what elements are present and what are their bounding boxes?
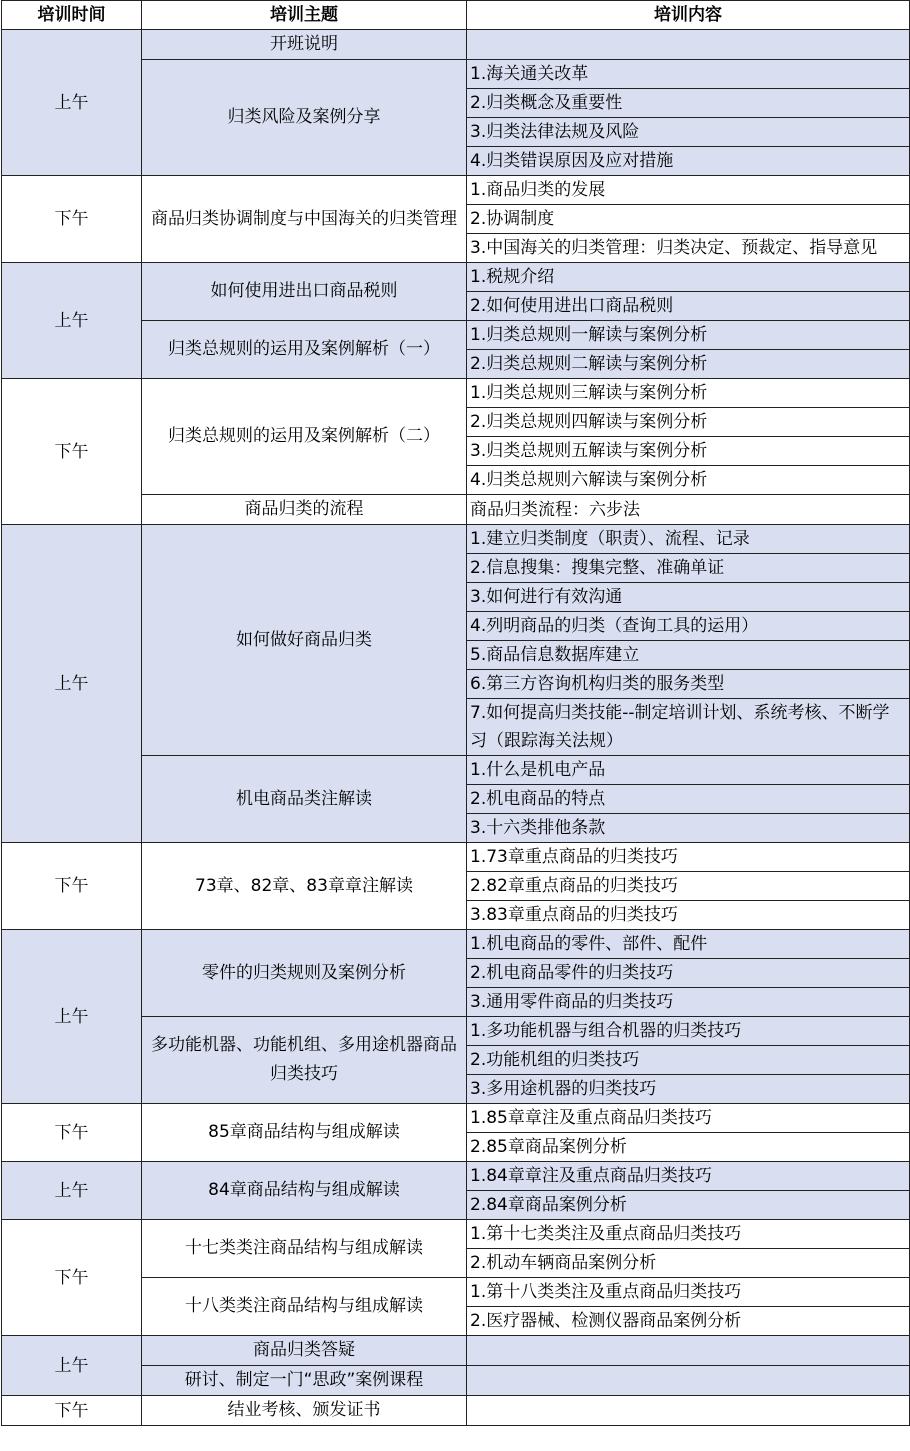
session-time-cell: 下午 — [2, 1396, 142, 1426]
topic-cell: 归类风险及案例分享 — [142, 60, 467, 176]
content-item-cell: 1.机电商品的零件、部件、配件 — [467, 930, 910, 959]
topic-cell: 结业考核、颁发证书 — [142, 1396, 467, 1426]
content-item-cell: 5.商品信息数据库建立 — [467, 641, 910, 670]
content-item-cell: 2.84章商品案例分析 — [467, 1191, 910, 1220]
topic-cell: 84章商品结构与组成解读 — [142, 1162, 467, 1220]
content-item-cell — [467, 30, 910, 60]
table-row — [2, 263, 910, 292]
topic-cell: 机电商品类注解读 — [142, 756, 467, 843]
table-row — [2, 176, 910, 205]
content-item-cell: 2.机动车辆商品案例分析 — [467, 1249, 910, 1278]
session-time-cell: 上午 — [2, 1162, 142, 1220]
content-item-cell: 2.机电商品零件的归类技巧 — [467, 959, 910, 988]
topic-cell: 73章、82章、83章章注解读 — [142, 843, 467, 930]
content-item-cell: 1.多功能机器与组合机器的归类技巧 — [467, 1017, 910, 1046]
topic-cell: 如何做好商品归类 — [142, 525, 467, 756]
content-item-cell: 3.十六类排他条款 — [467, 814, 910, 843]
content-item-cell: 4.归类错误原因及应对措施 — [467, 147, 910, 176]
content-item-cell: 4.归类总规则六解读与案例分析 — [467, 466, 910, 495]
table-row — [2, 930, 910, 959]
table-row — [2, 379, 910, 408]
content-item-cell: 1.归类总规则一解读与案例分析 — [467, 321, 910, 350]
content-item-cell: 1.73章重点商品的归类技巧 — [467, 843, 910, 872]
content-item-cell: 2.信息搜集：搜集完整、准确单证 — [467, 554, 910, 583]
content-item-cell: 2.医疗器械、检测仪器商品案例分析 — [467, 1307, 910, 1336]
content-item-cell: 3.归类法律法规及风险 — [467, 118, 910, 147]
header-time: 培训时间 — [2, 1, 142, 30]
content-item-cell: 4.列明商品的归类（查询工具的运用） — [467, 612, 910, 641]
content-item-cell: 2.如何使用进出口商品税则 — [467, 292, 910, 321]
session-time-cell: 上午 — [2, 1336, 142, 1396]
content-item-cell: 1.商品归类的发展 — [467, 176, 910, 205]
table-row — [2, 1220, 910, 1249]
session-time-cell: 下午 — [2, 1220, 142, 1336]
topic-cell: 开班说明 — [142, 30, 467, 60]
content-item-cell: 1.什么是机电产品 — [467, 756, 910, 785]
content-item-cell: 2.功能机组的归类技巧 — [467, 1046, 910, 1075]
table-row — [2, 525, 910, 554]
session-time-cell: 上午 — [2, 930, 142, 1104]
content-item-cell: 1.84章章注及重点商品归类技巧 — [467, 1162, 910, 1191]
topic-cell: 商品归类协调制度与中国海关的归类管理 — [142, 176, 467, 263]
table-row — [2, 1336, 910, 1366]
session-time-cell: 上午 — [2, 525, 142, 843]
content-item-cell: 1.85章章注及重点商品归类技巧 — [467, 1104, 910, 1133]
content-item-cell: 2.归类概念及重要性 — [467, 89, 910, 118]
content-item-cell: 1.第十八类类注及重点商品归类技巧 — [467, 1278, 910, 1307]
session-time-cell: 下午 — [2, 176, 142, 263]
session-time-cell: 上午 — [2, 30, 142, 176]
content-item-cell: 1.建立归类制度（职责）、流程、记录 — [467, 525, 910, 554]
content-item-cell: 3.归类总规则五解读与案例分析 — [467, 437, 910, 466]
content-item-cell: 2.协调制度 — [467, 205, 910, 234]
content-item-cell: 1.税规介绍 — [467, 263, 910, 292]
header-topic: 培训主题 — [142, 1, 467, 30]
content-item-cell — [467, 1336, 910, 1366]
topic-cell: 多功能机器、功能机组、多用途机器商品归类技巧 — [142, 1017, 467, 1104]
content-item-cell: 2.机电商品的特点 — [467, 785, 910, 814]
content-item-cell: 商品归类流程：六步法 — [467, 495, 910, 525]
topic-cell: 十七类类注商品结构与组成解读 — [142, 1220, 467, 1278]
content-item-cell — [467, 1366, 910, 1396]
content-item-cell: 3.83章重点商品的归类技巧 — [467, 901, 910, 930]
topic-cell: 归类总规则的运用及案例解析（二） — [142, 379, 467, 495]
content-item-cell: 2.82章重点商品的归类技巧 — [467, 872, 910, 901]
topic-cell: 85章商品结构与组成解读 — [142, 1104, 467, 1162]
session-time-cell: 上午 — [2, 263, 142, 379]
schedule-body — [2, 30, 910, 1426]
topic-cell: 如何使用进出口商品税则 — [142, 263, 467, 321]
topic-cell: 十八类类注商品结构与组成解读 — [142, 1278, 467, 1336]
session-time-cell: 下午 — [2, 1104, 142, 1162]
content-item-cell: 7.如何提高归类技能--制定培训计划、系统考核、不断学习（跟踪海关法规） — [467, 699, 910, 756]
header-row — [2, 1, 910, 30]
table-row — [2, 1162, 910, 1191]
content-item-cell: 3.通用零件商品的归类技巧 — [467, 988, 910, 1017]
topic-cell: 商品归类的流程 — [142, 495, 467, 525]
topic-cell: 商品归类答疑 — [142, 1336, 467, 1366]
session-time-cell: 下午 — [2, 379, 142, 525]
content-item-cell: 6.第三方咨询机构归类的服务类型 — [467, 670, 910, 699]
table-row — [2, 1104, 910, 1133]
content-item-cell — [467, 1396, 910, 1426]
content-item-cell: 2.85章商品案例分析 — [467, 1133, 910, 1162]
content-item-cell: 3.多用途机器的归类技巧 — [467, 1075, 910, 1104]
content-item-cell: 3.如何进行有效沟通 — [467, 583, 910, 612]
table-row — [2, 843, 910, 872]
topic-cell: 研讨、制定一门“思政”案例课程 — [142, 1366, 467, 1396]
content-item-cell: 1.归类总规则三解读与案例分析 — [467, 379, 910, 408]
content-item-cell: 1.第十七类类注及重点商品归类技巧 — [467, 1220, 910, 1249]
session-time-cell: 下午 — [2, 843, 142, 930]
content-item-cell: 3.中国海关的归类管理：归类决定、预裁定、指导意见 — [467, 234, 910, 263]
topic-cell: 零件的归类规则及案例分析 — [142, 930, 467, 1017]
table-row — [2, 30, 910, 60]
table-row — [2, 1396, 910, 1426]
content-item-cell: 1.海关通关改革 — [467, 60, 910, 89]
content-item-cell: 2.归类总规则二解读与案例分析 — [467, 350, 910, 379]
topic-cell: 归类总规则的运用及案例解析（一） — [142, 321, 467, 379]
header-content: 培训内容 — [467, 1, 910, 30]
training-schedule-table — [1, 0, 910, 1426]
content-item-cell: 2.归类总规则四解读与案例分析 — [467, 408, 910, 437]
